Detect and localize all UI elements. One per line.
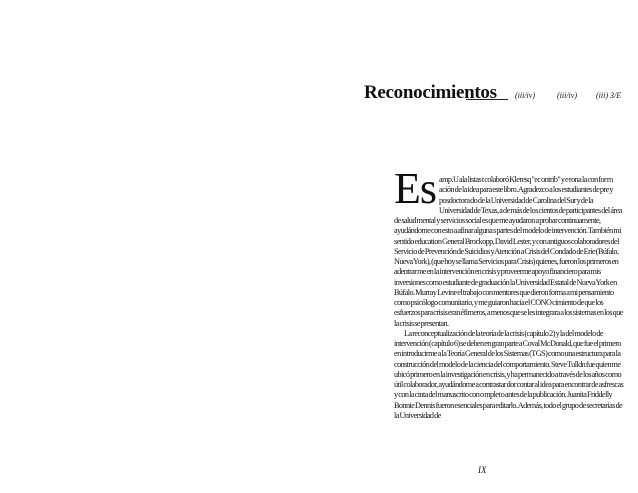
header-mark: (iii/iv) [557,91,577,100]
paragraph: La reconceptualización de la teoría de la crisis (capítulo 2) y la del modelo de intervención (capítulo 6) se deben en gran parte a Coval McDonald, que fue el primero en introducirme a la Teoría General de los Sistemas (TGS) como una estructura para la construcción del modelo de la ciencia del comportamiento. Steve Tulldn fue quien me ubicó primero en la investigación en crisis, y ha permanecido a través de los años como útil colaborador, ayudándome a contrastar dor contar al idea para encontrar de asfrescas y con la cinta del manuscrito con o mplet o antes de la publicación. Juanita Friddelly Bonnie Dennis fueron esenciales para editarlo. Además, todo el grupo de secretarias de la Universidad de [394,328,624,420]
header-mark: (iii/iv) [515,91,535,100]
page-heading: Reconocimientos [364,82,497,103]
header-mark: (iii) 3/E [596,91,622,100]
acknowledgments-body [394,164,626,421]
paragraph [394,164,626,329]
heading-rule [466,99,508,100]
page-number: IX [478,465,487,475]
drop-cap: Es [394,164,436,213]
paragraph-text: amp.U ala listas t colaboró Kleresq "ec ontrib" y e rona la con for m ación de la idea para este libro. Agradezco a los estudiantes de pre y posdoctora do de la Universidad de Carolina del Sur y de la Universidad de Texas, a de más de los cientos de participantes del área de salud mental y servicios social es que me ayudaron a probar continuamente, ayudándome con esto a afinar alguna s partes del modelo de intervención. También mi sentido education General Brockopp, David Lester, y con antiguos colaboradores del Servicio de Prevención de Suicidios y Atención a Crisis del Condado de Erie (Búfalo, Nueva York), (que hoy se llama Servicios para Crisis) quienes, fueron los primeros en adentrar me en la intervención en crisis y proveerme apoyo financiero para mis inversiones como estudiante de graduación la Universidad Estatal de Nueva York en Búfalo. Murray Levine el trabajo con mentores que dieron forma a mi pensamiento como psicólogo comunitario, y me guiaron hacia el CONO cimiento de que los esfuerzos para crisis eran éfimeros, a menos que se les integrara a los sistemas en los que la crisis se presentan. [394,175,623,328]
